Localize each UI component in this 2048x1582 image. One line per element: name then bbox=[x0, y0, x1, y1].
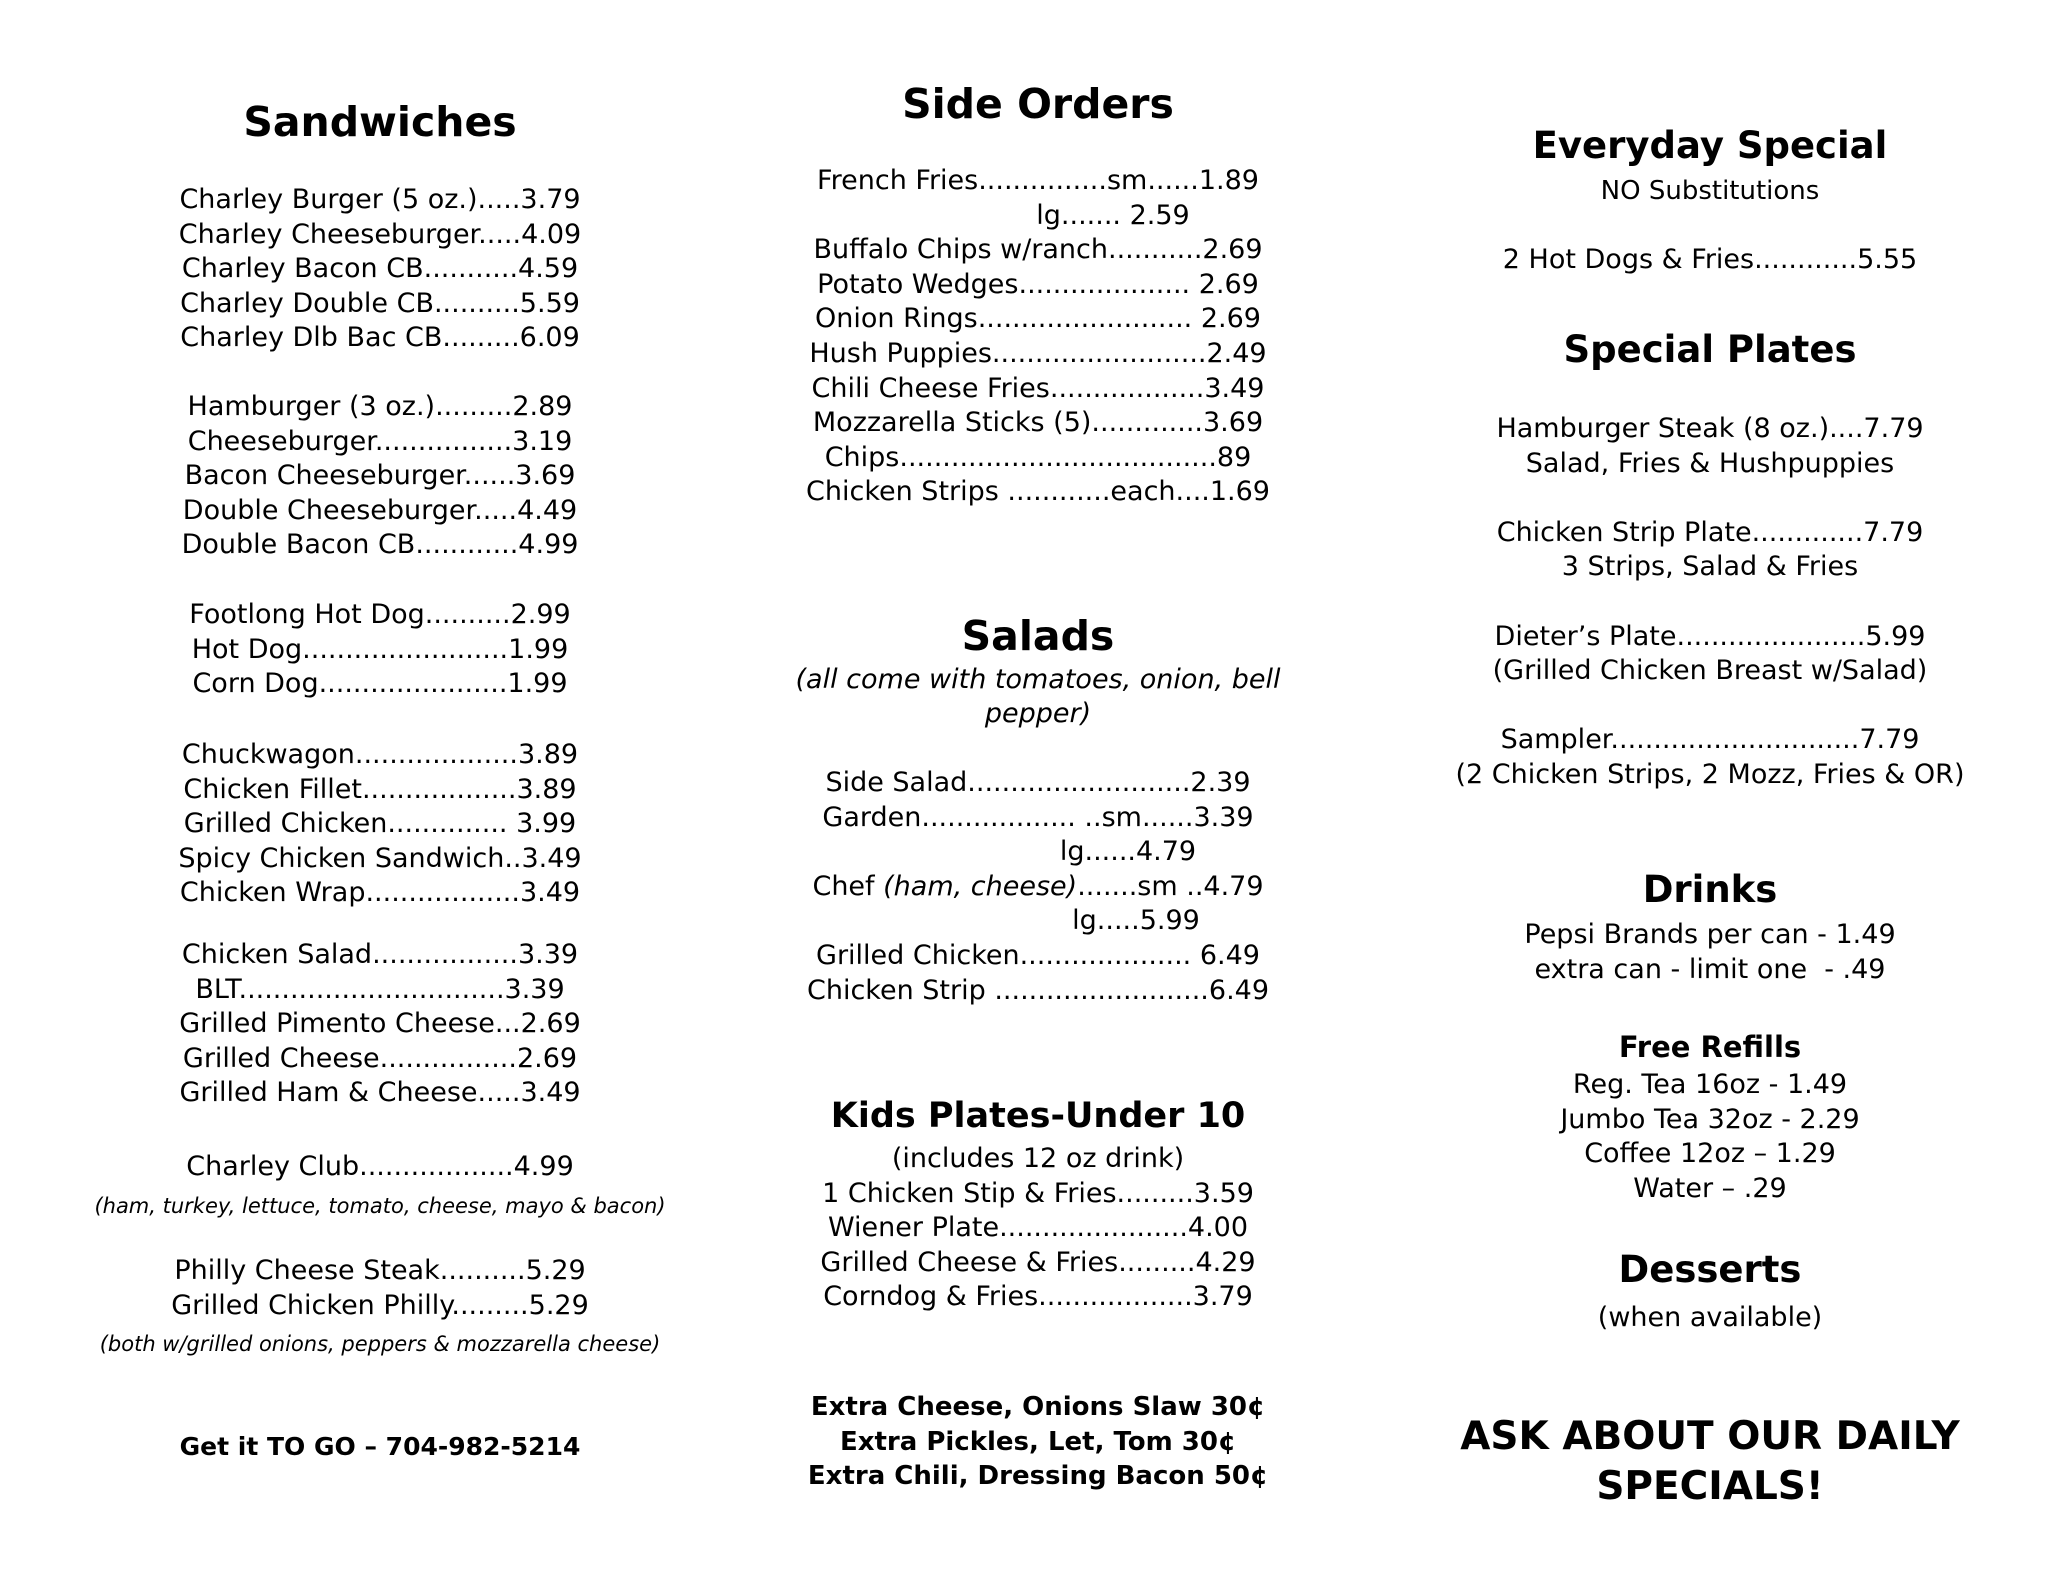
side-orders-title: Side Orders bbox=[902, 80, 1174, 128]
spacer bbox=[1390, 585, 2030, 620]
menu-item: Hush Puppies.........................2.49 bbox=[809, 337, 1267, 369]
spacer bbox=[1390, 481, 2030, 516]
menu-item: Side Salad..........................2.39 bbox=[825, 767, 1251, 798]
salads-title: Salads bbox=[961, 612, 1115, 660]
drink-item: Jumbo Tea 32oz - 2.29 bbox=[1560, 1103, 1860, 1135]
everyday-special-title: Everyday Special bbox=[1532, 124, 1888, 167]
sandwiches-group-4 bbox=[60, 738, 700, 911]
everyday-special-subtitle: NO Substitutions bbox=[1600, 176, 1820, 206]
salads-list bbox=[718, 766, 1358, 1008]
refills-list bbox=[1390, 1068, 2030, 1206]
menu-item: Chicken Wrap..................3.49 bbox=[179, 877, 581, 909]
chef-name: Chef bbox=[812, 870, 884, 902]
extra-item: Extra Cheese, Onions Slaw 30¢ bbox=[810, 1392, 1266, 1422]
menu-item: lg....... 2.59 bbox=[1036, 199, 1190, 231]
menu-item: Cheeseburger................3.19 bbox=[187, 425, 573, 457]
daily-specials-line-2: SPECIALS! bbox=[1596, 1464, 1824, 1509]
sandwiches-group-5 bbox=[60, 938, 700, 1111]
menu-item: lg.....5.99 bbox=[1072, 905, 1200, 937]
menu-item: Grilled Cheese................2.69 bbox=[182, 1042, 578, 1074]
menu-item: Charley Dlb Bac CB.........6.09 bbox=[180, 322, 580, 354]
drink-item: Reg. Tea 16oz - 1.49 bbox=[1572, 1069, 1848, 1100]
menu-item: French Fries...............sm......1.89 bbox=[817, 165, 1259, 196]
side-orders-list bbox=[718, 164, 1358, 510]
salads-note-2: pepper) bbox=[984, 698, 1092, 729]
menu-item: Potato Wedges.................... 2.69 bbox=[817, 268, 1259, 300]
drink-item: extra can - limit one - .49 bbox=[1534, 953, 1886, 985]
menu-item: Garden.................. ..sm......3.39 bbox=[822, 801, 1254, 833]
menu-item: BLT...............................3.39 bbox=[195, 973, 565, 1005]
extra-item: Extra Pickles, Let, Tom 30¢ bbox=[839, 1426, 1237, 1457]
chef-price: .......sm ..4.79 bbox=[1077, 870, 1264, 902]
menu-item: Chicken Strips ............each....1.69 bbox=[806, 476, 1270, 508]
chef-note: (ham, cheese) bbox=[883, 870, 1078, 902]
kids-title: Kids Plates-Under 10 bbox=[830, 1096, 1246, 1136]
menu-item: lg......4.79 bbox=[1059, 836, 1197, 868]
menu-item: Sampler.............................7.79 bbox=[1500, 724, 1920, 756]
menu-item-desc: 3 Strips, Salad & Fries bbox=[1561, 551, 1859, 583]
menu-item-desc: Salad, Fries & Hushpuppies bbox=[1525, 447, 1895, 479]
menu-item: Hamburger Steak (8 oz.)....7.79 bbox=[1496, 413, 1924, 444]
free-refills-title: Free Refills bbox=[1618, 1030, 1802, 1064]
menu-item: Double Cheeseburger.....4.49 bbox=[182, 494, 578, 526]
menu-item: Chuckwagon...................3.89 bbox=[181, 739, 579, 770]
drinks-title: Drinks bbox=[1642, 868, 1778, 911]
philly-note: (both w/grilled onions, peppers & mozzarella cheese) bbox=[99, 1332, 661, 1356]
menu-item: Dieter’s Plate......................5.99 bbox=[1494, 620, 1926, 652]
menu-item: Corn Dog......................1.99 bbox=[192, 668, 568, 700]
special-plates-title: Special Plates bbox=[1563, 328, 1857, 371]
menu-item: Grilled Chicken Philly.........5.29 bbox=[171, 1289, 589, 1321]
menu-item: Charley Bacon CB...........4.59 bbox=[181, 253, 579, 285]
drink-item: Water – .29 bbox=[1633, 1172, 1787, 1204]
menu-item: Chili Cheese Fries..................3.49 bbox=[811, 372, 1265, 404]
menu-item: Hot Dog........................1.99 bbox=[191, 633, 569, 665]
menu-item: Footlong Hot Dog..........2.99 bbox=[189, 599, 571, 630]
menu-item: Grilled Ham & Cheese.....3.49 bbox=[179, 1077, 581, 1109]
sandwiches-group-1 bbox=[60, 183, 700, 356]
menu-item: Chicken Fillet..................3.89 bbox=[183, 773, 577, 805]
sandwiches-group-2 bbox=[60, 390, 700, 563]
menu-item-desc: (2 Chicken Strips, 2 Mozz, Fries & OR) bbox=[1455, 758, 1965, 790]
charley-club-note: (ham, turkey, lettuce, tomato, cheese, mayo & bacon) bbox=[94, 1194, 666, 1218]
menu-item: Mozzarella Sticks (5).............3.69 bbox=[812, 407, 1264, 439]
menu-item: Charley Club..................4.99 bbox=[186, 1151, 574, 1182]
menu-item-desc: (Grilled Chicken Breast w/Salad) bbox=[1492, 655, 1928, 687]
menu-item: Grilled Chicken.................... 6.49 bbox=[816, 939, 1260, 971]
menu-item: Grilled Chicken.............. 3.99 bbox=[183, 808, 577, 840]
menu-item-chef bbox=[718, 870, 1358, 905]
menu-item: Charley Cheeseburger.....4.09 bbox=[178, 218, 582, 250]
menu-item: Bacon Cheeseburger......3.69 bbox=[184, 460, 576, 492]
menu-item: Corndog & Fries..................3.79 bbox=[823, 1281, 1253, 1313]
spacer bbox=[1390, 689, 2030, 724]
menu-item: Buffalo Chips w/ranch...........2.69 bbox=[813, 234, 1263, 266]
menu-item: 1 Chicken Stip & Fries.........3.59 bbox=[822, 1177, 1254, 1209]
menu-item: Grilled Cheese & Fries.........4.29 bbox=[820, 1246, 1256, 1278]
menu-item: Chicken Strip Plate.............7.79 bbox=[1496, 516, 1924, 548]
menu-item: Chips.....................................89 bbox=[824, 441, 1252, 473]
philly-group bbox=[60, 1254, 700, 1323]
extra-item: Extra Chili, Dressing Bacon 50¢ bbox=[807, 1461, 1269, 1492]
sandwiches-group-3 bbox=[60, 598, 700, 702]
kids-list bbox=[718, 1142, 1358, 1315]
drink-item: Coffee 12oz – 1.29 bbox=[1584, 1138, 1836, 1170]
charley-club bbox=[60, 1150, 700, 1185]
menu-item: Chicken Strip .........................6.49 bbox=[806, 974, 1270, 1006]
menu-item: Wiener Plate......................4.00 bbox=[827, 1212, 1249, 1244]
special-plates-list bbox=[1390, 412, 2030, 793]
drink-item: Pepsi Brands per can - 1.49 bbox=[1524, 919, 1896, 950]
kids-subtitle: (includes 12 oz drink) bbox=[891, 1143, 1185, 1174]
drinks-list bbox=[1390, 918, 2030, 987]
menu-item: Grilled Pimento Cheese...2.69 bbox=[179, 1008, 581, 1040]
menu-item: Double Bacon CB............4.99 bbox=[181, 529, 579, 561]
to-go-phone: Get it TO GO – 704-982-5214 bbox=[179, 1432, 581, 1461]
menu-item: Onion Rings......................... 2.69 bbox=[815, 303, 1261, 335]
desserts-title: Desserts bbox=[1618, 1248, 1802, 1291]
menu-item: Charley Double CB..........5.59 bbox=[180, 287, 580, 319]
sandwiches-title: Sandwiches bbox=[243, 98, 517, 146]
everyday-special-item: 2 Hot Dogs & Fries............5.55 bbox=[1502, 244, 1918, 275]
extras-list bbox=[718, 1390, 1358, 1494]
desserts-subtitle: (when available) bbox=[1597, 1302, 1823, 1333]
menu-item: Chicken Salad.................3.39 bbox=[181, 939, 579, 970]
salads-note-1: (all come with tomatoes, onion, bell bbox=[795, 664, 1281, 695]
daily-specials-line-1: ASK ABOUT OUR DAILY bbox=[1460, 1414, 1960, 1459]
menu-item: Philly Cheese Steak..........5.29 bbox=[174, 1255, 586, 1286]
menu-item: Spicy Chicken Sandwich..3.49 bbox=[178, 842, 582, 874]
menu-item: Hamburger (3 oz.).........2.89 bbox=[187, 391, 573, 422]
menu-item: Charley Burger (5 oz.).....3.79 bbox=[179, 184, 581, 215]
